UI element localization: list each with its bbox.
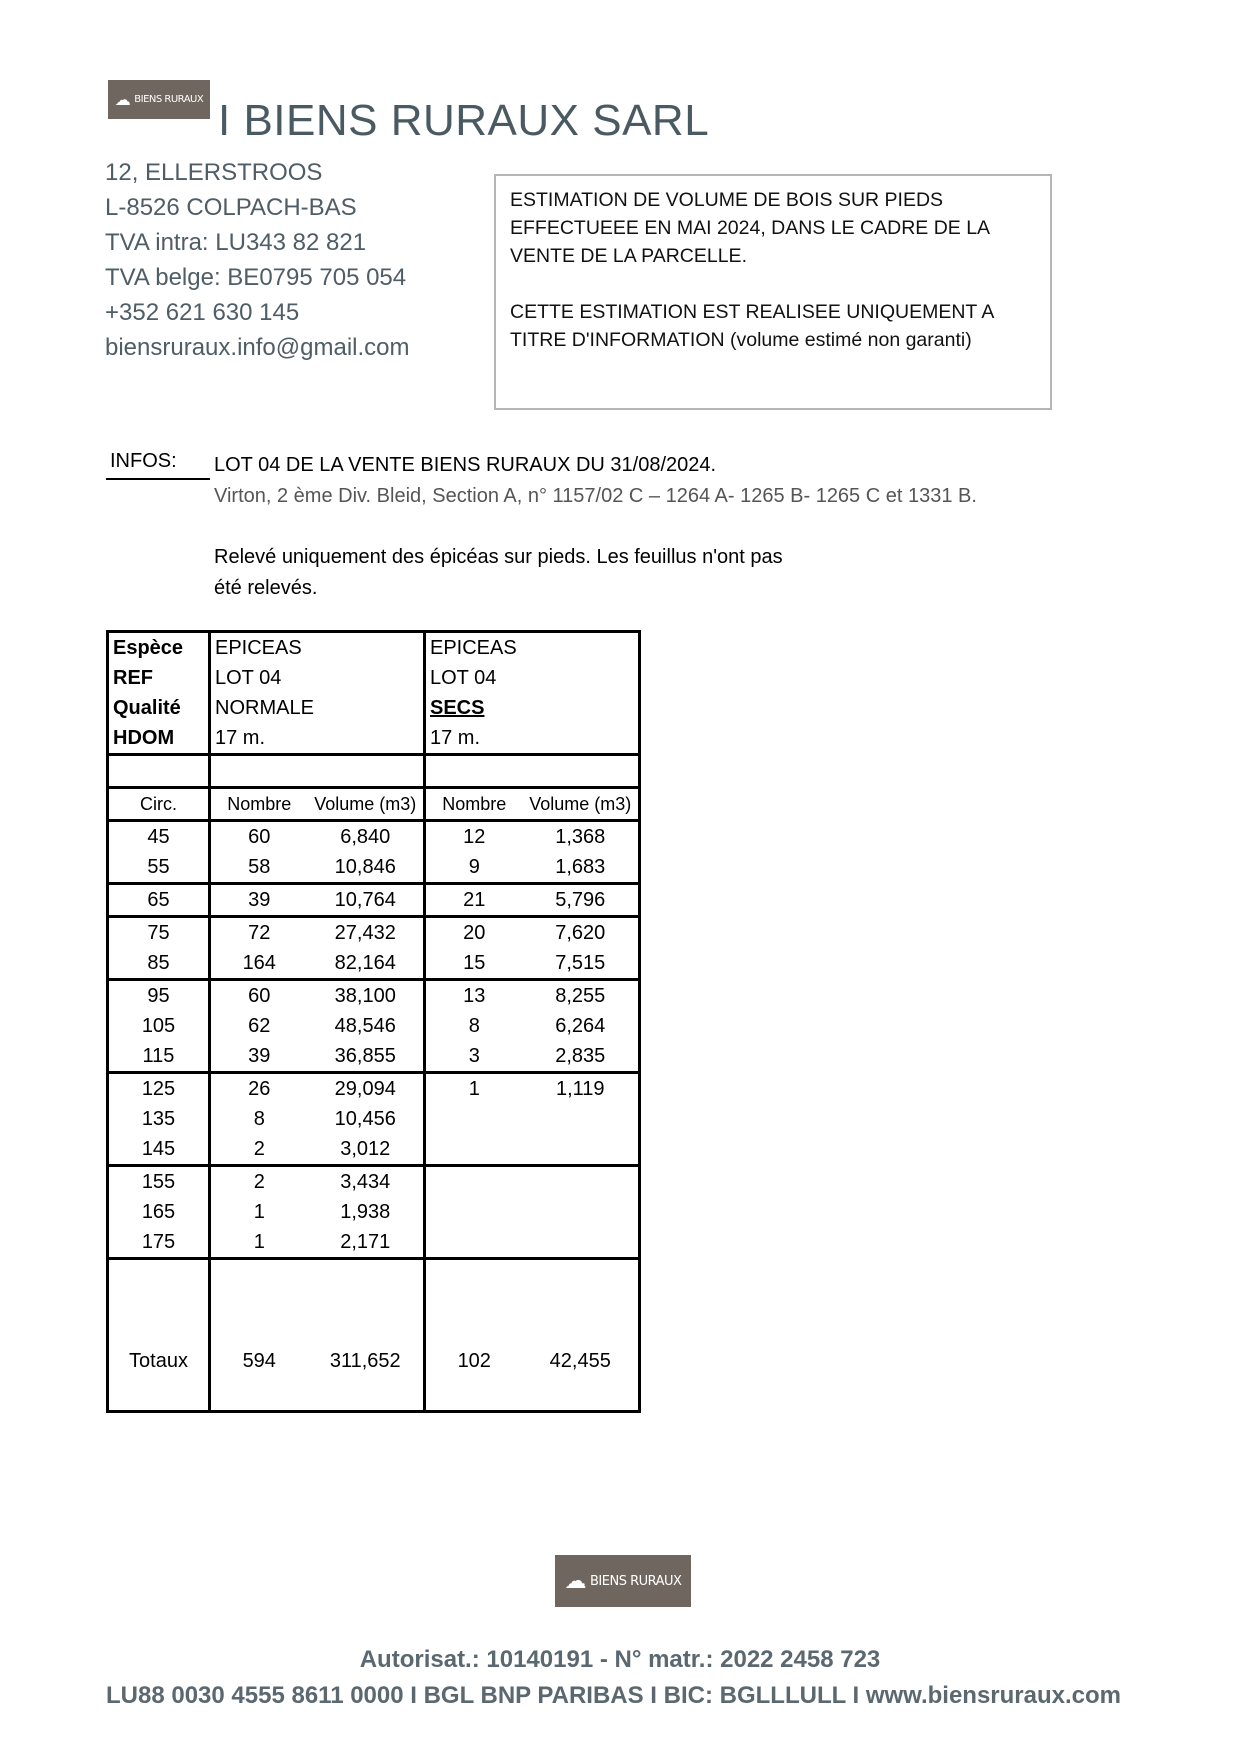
cell-volume-1: 29,094	[308, 1073, 425, 1105]
cell-volume-2: 1,119	[523, 1073, 640, 1105]
cell-volume-1: 82,164	[308, 948, 425, 980]
company-name: I BIENS RURAUX SARL	[218, 96, 710, 145]
col-nombre-1: Nombre	[210, 788, 308, 821]
company-logo	[108, 80, 210, 119]
address-line: 12, ELLERSTROOS	[105, 159, 323, 186]
group1-espece: EPICEAS	[210, 632, 425, 664]
cell-nombre-1: 60	[248, 825, 271, 848]
totals-padding-row	[108, 1380, 640, 1412]
cell-nombre-1: 2	[210, 1134, 308, 1166]
label-hdom: HDOM	[108, 723, 210, 755]
cell-volume-1: 3,012	[308, 1134, 425, 1166]
cell-volume-1: 2,171	[308, 1227, 425, 1259]
table-row	[108, 852, 640, 884]
address-line: L-8526 COLPACH-BAS	[105, 194, 357, 221]
infos-underline	[106, 478, 210, 480]
cell-volume-1: 36,855	[308, 1041, 425, 1073]
cell-volume-2	[523, 1197, 640, 1227]
table-row	[108, 884, 640, 917]
total-nombre-2: 102	[457, 1350, 491, 1372]
header-row-espece	[108, 632, 640, 664]
cell-nombre-2	[425, 1104, 523, 1134]
cell-circ: 175	[108, 1227, 210, 1259]
header-row-ref	[108, 663, 640, 693]
company-address	[105, 155, 410, 365]
col-volume-1: Volume (m3)	[308, 788, 425, 821]
group1-ref: LOT 04	[210, 663, 425, 693]
table-row	[108, 1011, 640, 1041]
cell-nombre-2: 8	[468, 1014, 480, 1037]
cell-volume-1: 10,456	[308, 1104, 425, 1134]
total-volume-1: 311,652	[308, 1350, 425, 1380]
cell-nombre-2: 1	[468, 1077, 480, 1100]
estimation-notice-box	[494, 174, 1052, 410]
group1-hdom: 17 m.	[210, 723, 425, 755]
cell-nombre-1: 2	[253, 1170, 265, 1193]
header-row-qualite	[108, 693, 640, 723]
table-row	[108, 1041, 640, 1073]
cell-volume-2: 7,515	[523, 948, 640, 980]
label-qualite: Qualité	[108, 693, 210, 723]
cell-volume-1: 10,764	[308, 884, 425, 917]
cell-volume-2	[523, 1134, 640, 1166]
cell-nombre-1: 1	[253, 1200, 265, 1223]
cell-nombre-1: 26	[248, 1077, 271, 1100]
col-nombre-2: Nombre	[425, 788, 523, 821]
cell-nombre-1: 58	[210, 852, 308, 884]
spacer-row	[108, 755, 640, 788]
cell-circ: 105	[108, 1011, 210, 1041]
cell-circ: 165	[108, 1197, 210, 1227]
cell-nombre-2: 21	[425, 884, 523, 917]
cell-volume-2: 1,683	[523, 852, 640, 884]
group1-qualite: NORMALE	[210, 693, 425, 723]
cell-volume-2	[523, 1104, 640, 1134]
cell-volume-1: 48,546	[308, 1011, 425, 1041]
cell-volume-1: 38,100	[308, 980, 425, 1012]
footer-bank-details: LU88 0030 4555 8611 0000 I BGL BNP PARIBAS I BIC: BGLLLULL I www.biensruraux.com	[106, 1682, 1122, 1709]
table-row	[108, 948, 640, 980]
cell-circ: 145	[108, 1134, 210, 1166]
cell-circ: 135	[108, 1104, 210, 1134]
cell-circ: 45	[108, 821, 210, 853]
col-circ: Circ.	[108, 788, 210, 821]
cell-nombre-1: 1	[210, 1227, 308, 1259]
table-row	[108, 1134, 640, 1166]
cell-nombre-1: 62	[248, 1014, 271, 1037]
cell-nombre-2	[425, 1134, 523, 1166]
blank-row	[108, 1259, 640, 1351]
cell-volume-1: 10,846	[308, 852, 425, 884]
cell-volume-2: 8,255	[523, 980, 640, 1012]
group2-hdom: 17 m.	[425, 723, 640, 755]
cell-nombre-2: 15	[425, 948, 523, 980]
table-row	[108, 1073, 640, 1105]
cell-nombre-2	[425, 1227, 523, 1259]
cell-nombre-2: 12	[463, 825, 486, 848]
table-row	[108, 1166, 640, 1198]
table-row	[108, 821, 640, 853]
header-row-hdom	[108, 723, 640, 755]
survey-note: été relevés.	[214, 577, 318, 599]
label-ref: REF	[108, 663, 210, 693]
cell-volume-2	[523, 1227, 640, 1259]
total-volume-2: 42,455	[523, 1350, 640, 1380]
notice-paragraph: ESTIMATION DE VOLUME DE BOIS SUR PIEDS EFFECTUEEE EN MAI 2024, DANS LE CADRE DE LA VENTE DE LA PARCELLE.	[510, 189, 989, 267]
cell-nombre-2	[425, 1166, 523, 1198]
label-espece: Espèce	[108, 632, 210, 664]
cell-circ: 115	[108, 1041, 210, 1073]
cell-nombre-2: 3	[425, 1041, 523, 1073]
cell-circ: 125	[108, 1073, 210, 1105]
volume-table	[106, 630, 641, 1413]
parcel-location: Virton, 2 ème Div. Bleid, Section A, n° 1157/02 C – 1264 A- 1265 B- 1265 C et 1331 B.	[214, 485, 977, 507]
phone-number: +352 621 630 145	[105, 299, 300, 326]
cell-circ: 85	[108, 948, 210, 980]
footer-logo-text: BIENS RURAUX	[590, 1573, 682, 1589]
cell-volume-2: 7,620	[523, 917, 640, 949]
cell-nombre-1: 39	[210, 1041, 308, 1073]
footer-logo	[555, 1555, 691, 1607]
table-row	[108, 980, 640, 1012]
vat-belgian: TVA belge: BE0795 705 054	[105, 264, 407, 291]
logo-text: BIENS RURAUX	[134, 94, 204, 105]
cell-circ: 155	[108, 1166, 210, 1198]
group2-espece: EPICEAS	[425, 632, 640, 664]
cell-volume-2: 5,796	[523, 884, 640, 917]
table-row	[108, 1227, 640, 1259]
infos-text	[214, 450, 977, 604]
email-address: biensruraux.info@gmail.com	[105, 334, 410, 361]
cloud-icon: ☁	[114, 90, 131, 109]
table-row	[108, 917, 640, 949]
cell-volume-2	[523, 1166, 640, 1198]
cloud-icon: ☁	[564, 1568, 587, 1594]
cell-circ: 75	[108, 917, 210, 949]
cell-circ: 95	[108, 980, 210, 1012]
cell-nombre-1: 8	[253, 1107, 265, 1130]
cell-volume-1: 3,434	[308, 1166, 425, 1198]
lot-title: LOT 04 DE LA VENTE BIENS RURAUX DU 31/08/2024.	[214, 454, 717, 476]
cell-circ: 65	[108, 884, 210, 917]
cell-nombre-1: 60	[248, 984, 271, 1007]
cell-nombre-2: 9	[425, 852, 523, 884]
col-volume-2: Volume (m3)	[523, 788, 640, 821]
cell-volume-2: 1,368	[523, 821, 640, 853]
table-row	[108, 1197, 640, 1227]
group2-ref: LOT 04	[425, 663, 640, 693]
cell-nombre-2: 20	[463, 921, 486, 944]
total-nombre-1: 594	[242, 1350, 276, 1372]
cell-volume-2: 2,835	[523, 1041, 640, 1073]
notice-disclaimer: CETTE ESTIMATION EST REALISEE UNIQUEMENT A TITRE D'INFORMATION (volume estimé non garanti)	[510, 301, 994, 351]
cell-nombre-1: 72	[248, 921, 271, 944]
cell-volume-1: 6,840	[308, 821, 425, 853]
totals-row	[108, 1350, 640, 1380]
column-header-row	[108, 788, 640, 821]
survey-note: Relevé uniquement des épicéas sur pieds. Les feuillus n'ont pas	[214, 546, 783, 568]
vat-intra: TVA intra: LU343 82 821	[105, 229, 367, 256]
cell-nombre-1: 164	[210, 948, 308, 980]
group2-qualite: SECS	[430, 696, 485, 719]
cell-circ: 55	[108, 852, 210, 884]
cell-volume-1: 27,432	[308, 917, 425, 949]
cell-volume-1: 1,938	[308, 1197, 425, 1227]
cell-nombre-1: 39	[210, 884, 308, 917]
infos-label: INFOS:	[110, 450, 177, 472]
table-row	[108, 1104, 640, 1134]
label-totaux: Totaux	[108, 1350, 210, 1380]
group2-qualite-cell	[425, 693, 640, 723]
cell-nombre-2	[425, 1197, 523, 1227]
cell-volume-2: 6,264	[523, 1011, 640, 1041]
footer-registration: Autorisat.: 10140191 - N° matr.: 2022 2458 723	[359, 1646, 881, 1673]
cell-nombre-2: 13	[463, 984, 486, 1007]
